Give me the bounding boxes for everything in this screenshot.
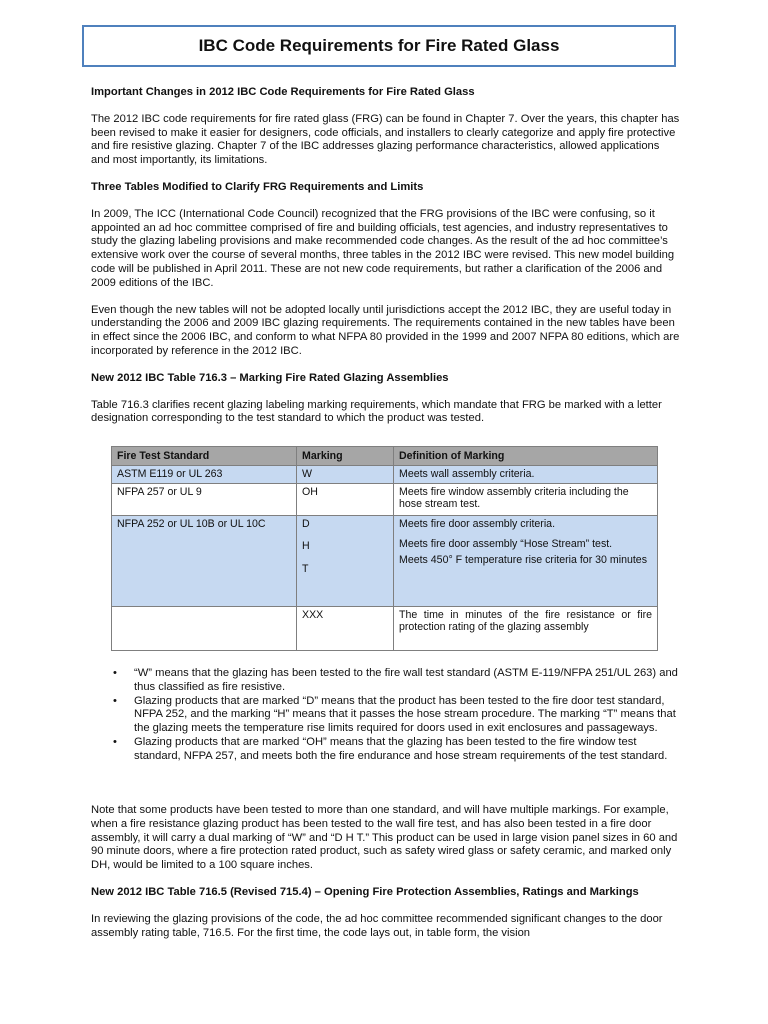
content-upper: [91, 86, 681, 439]
bullet-text: Glazing products that are marked “OH” means that the glazing has been tested to the fire window test standard, NFPA 257, and meets both the fire endurance and hose stream requirements of the test standard.: [134, 735, 668, 762]
marking-table: [111, 446, 658, 651]
definition-t: Meets 450° F temperature rise criteria for 30 minutes: [399, 553, 647, 566]
cell-definition: The time in minutes of the fire resistance or fire protection rating of the glazing assembly: [394, 607, 658, 651]
content-lower: [91, 804, 681, 953]
section-heading-important-changes: Important Changes in 2012 IBC Code Requirements for Fire Rated Glass: [91, 86, 475, 98]
paragraph-chapter-7: The 2012 IBC code requirements for fire rated glass (FRG) can be found in Chapter 7. Over the years, this chapter has been revised to make it easier for designers, code officials, and installers to clearly categorize and apply fire protective and fire resistive glazing. Chapter 7 of the IBC addresses glazing performance characteristics, allowed applications and most importantly, its limitations.: [91, 112, 680, 167]
section-heading-three-tables: Three Tables Modified to Clarify FRG Requirements and Limits: [91, 180, 424, 193]
table-row: [112, 484, 658, 516]
cell-definition: [394, 516, 658, 607]
marking-h: H: [302, 540, 310, 553]
paragraph-adoption: Even though the new tables will not be adopted locally until jurisdictions accept the 2012 IBC, they are useful today in understanding the 2006 and 2009 IBC glazing requirements. The requirements contained in the new tables have been in effect since the 2006 IBC, and conform to what NFPA 80 provided in the 1999 and 2007 NFPA 80 editions, which are incorporated by reference in the 2012 IBC.: [91, 303, 680, 357]
bullet-icon: •: [113, 667, 117, 679]
bullet-text: “W” means that the glazing has been tested to the fire wall test standard (ASTM E-119/NFPA 251/UL 263) and thus classified as fire resistive.: [134, 667, 678, 693]
cell-definition: Meets wall assembly criteria.: [394, 466, 658, 484]
page-title: IBC Code Requirements for Fire Rated Glass: [198, 36, 560, 55]
cell-standard: NFPA 252 or UL 10B or UL 10C: [112, 516, 297, 607]
table-header-row: [112, 447, 658, 466]
section-heading-table-716-5: New 2012 IBC Table 716.5 (Revised 715.4) – Opening Fire Protection Assemblies, Ratings and Markings: [91, 885, 639, 898]
marking-t: T: [302, 562, 309, 575]
cell-definition: Meets fire window assembly criteria including the hose stream test.: [394, 484, 658, 516]
marking-bullet-list: [91, 667, 681, 764]
section-heading-table-716-3: New 2012 IBC Table 716.3 – Marking Fire Rated Glazing Assemblies: [91, 371, 449, 384]
bullet-icon: •: [113, 735, 117, 748]
definition-d: Meets fire door assembly criteria.: [399, 518, 556, 530]
header-fire-test-standard: Fire Test Standard: [112, 447, 297, 466]
bullet-icon: •: [113, 694, 117, 707]
list-item: [91, 667, 681, 695]
table-row: [112, 516, 658, 607]
header-definition: Definition of Marking: [394, 447, 658, 466]
definition-h: Meets fire door assembly “Hose Stream” test.: [399, 538, 613, 551]
cell-standard: [112, 607, 297, 651]
list-item: [91, 736, 681, 764]
header-marking: Marking: [297, 447, 394, 466]
table-row: [112, 466, 658, 484]
marking-d: D: [302, 518, 310, 530]
paragraph-multiple-markings: Note that some products have been tested to more than one standard, and will have multiple markings. For example, when a fire resistance glazing product has been tested to the wall fire test, and has also been tested in a fire door assembly, it will carry a dual marking of “W” and “D H T.” This product can be used in large vision panel sizes in 60 and 90 minute doors, where a fire protection rated product, such as safety wired glass or safety ceramic, and marked only DH, would be limited to a 100 square inches.: [91, 804, 678, 872]
list-item: [91, 695, 681, 736]
cell-marking: W: [297, 466, 394, 484]
cell-standard: NFPA 257 or UL 9: [112, 484, 297, 516]
cell-marking: XXX: [297, 607, 394, 651]
table-row: [112, 607, 658, 651]
paragraph-icc-2009: In 2009, The ICC (International Code Council) recognized that the FRG provisions of the IBC were confusing, so it appointed an ad hoc committee comprised of fire and building officials, test agencies, and industry representatives to study the glazing labeling provisions and make recommended code changes. As the result of the ad hoc committee’s extensive work over the course of several months, three tables in the 2012 IBC were revised. This new model building code will be published in April 2011. These are not new code requirements, but rather a clarification of the 2006 and 2009 editions of the IBC.: [91, 207, 675, 289]
bullet-text: Glazing products that are marked “D” means that the product has been tested to the fire door test standard, NFPA 252, and the marking “H” means that it passes the hose stream procedure. The marking “T” means that the glazing meets the temperature rise limits required for doors used in exit enclosures and passageways.: [134, 694, 676, 735]
title-box: [82, 25, 676, 67]
cell-marking: [297, 516, 394, 607]
paragraph-table-716-5: In reviewing the glazing provisions of the code, the ad hoc committee recommended significant changes to the door assembly rating table, 716.5. For the first time, the code lays out, in table form, the vision: [91, 912, 663, 939]
cell-standard: ASTM E119 or UL 263: [112, 466, 297, 484]
paragraph-table-716-3: Table 716.3 clarifies recent glazing labeling marking requirements, which mandate that FRG be marked with a letter designation corresponding to the test standard to which the product was tested.: [91, 398, 662, 425]
cell-marking: OH: [297, 484, 394, 516]
